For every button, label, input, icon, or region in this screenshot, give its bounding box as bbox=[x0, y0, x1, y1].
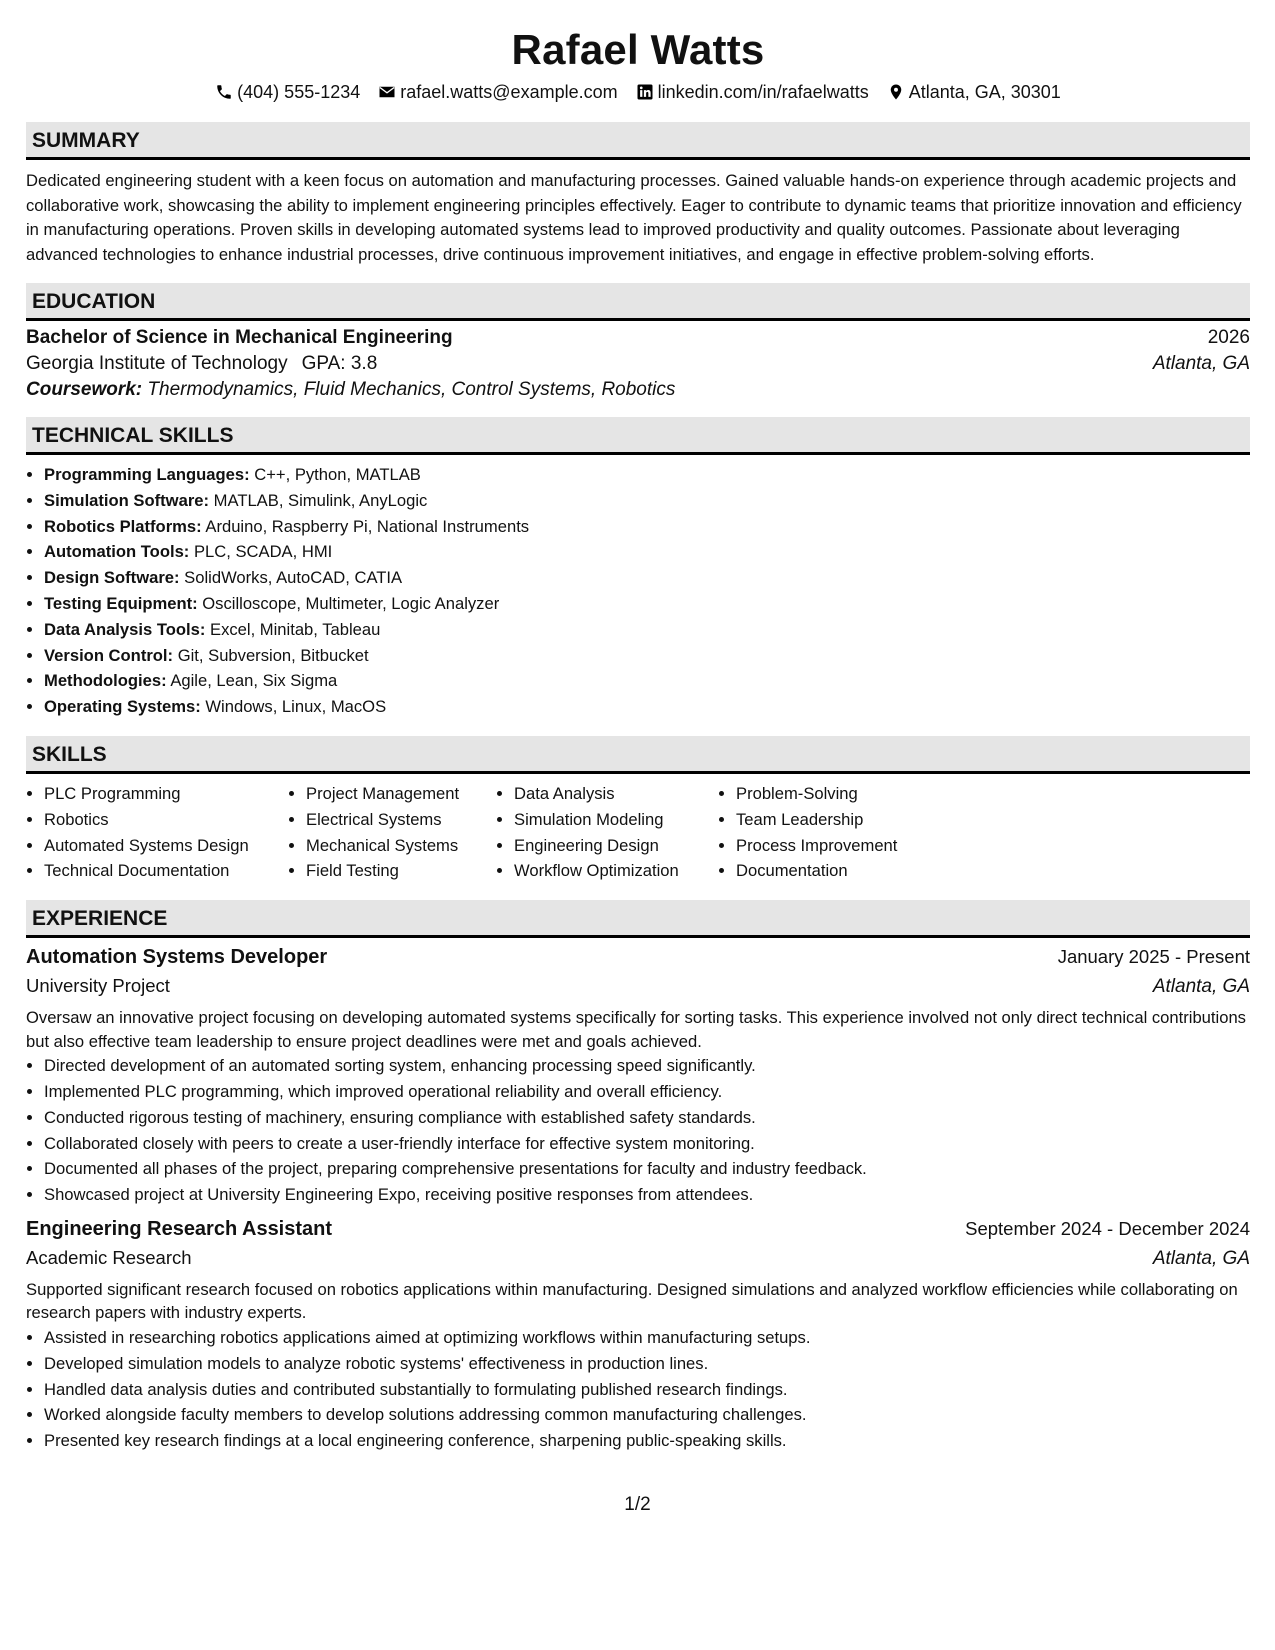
list-item bbox=[44, 514, 1250, 540]
list-item: • Technical Documentation bbox=[44, 858, 288, 884]
coursework-list: Thermodynamics, Fluid Mechanics, Control Systems, Robotics bbox=[147, 379, 676, 400]
skill-values: Arduino, Raspberry Pi, National Instruments bbox=[205, 516, 530, 536]
list-item: • Process Improvement bbox=[736, 833, 976, 859]
list-item bbox=[44, 643, 1250, 669]
job-title-row bbox=[26, 946, 1250, 969]
phone-text: (404) 555-1234 bbox=[237, 82, 361, 102]
job-bullets bbox=[26, 1325, 1250, 1454]
education-date: 2026 bbox=[1207, 327, 1250, 348]
degree: Bachelor of Science in Mechanical Engineering bbox=[26, 327, 453, 348]
email-text[interactable]: rafael.watts@example.com bbox=[400, 82, 618, 102]
skill-category: Version Control: bbox=[44, 645, 174, 665]
list-item: • Robotics bbox=[44, 807, 288, 833]
list-item bbox=[44, 488, 1250, 514]
school-line bbox=[26, 353, 377, 375]
list-item: • Team Leadership bbox=[736, 807, 976, 833]
skill-values: MATLAB, Simulink, AnyLogic bbox=[213, 490, 428, 510]
contact-phone bbox=[215, 80, 360, 104]
list-item bbox=[44, 617, 1250, 643]
list-item bbox=[44, 591, 1250, 617]
job-entry bbox=[26, 1218, 1250, 1454]
list-item: • PLC Programming bbox=[44, 781, 288, 807]
skill-values: SolidWorks, AutoCAD, CATIA bbox=[184, 568, 403, 588]
summary-header: SUMMARY bbox=[26, 122, 1250, 160]
skill-category: Methodologies: bbox=[44, 671, 167, 691]
job-date: January 2025 - Present bbox=[1057, 946, 1250, 968]
contact-email[interactable] bbox=[378, 80, 617, 104]
resume-page bbox=[26, 0, 1250, 1454]
list-item bbox=[44, 565, 1250, 591]
skill-values: Git, Subversion, Bitbucket bbox=[177, 645, 369, 665]
school-name: Georgia Institute of Technology bbox=[26, 353, 288, 374]
job-organization: University Project bbox=[26, 975, 170, 997]
skills-column-4 bbox=[718, 781, 976, 884]
skill-values: Agile, Lean, Six Sigma bbox=[170, 671, 338, 691]
job-location: Atlanta, GA bbox=[1152, 976, 1250, 998]
list-item bbox=[44, 539, 1250, 565]
list-item: • Handled data analysis duties and contributed substantially to formulating published research findings. bbox=[44, 1377, 1250, 1403]
linkedin-icon bbox=[636, 83, 654, 101]
skill-category: Testing Equipment: bbox=[44, 593, 198, 613]
skill-values: C++, Python, MATLAB bbox=[254, 465, 421, 484]
skills-grid bbox=[26, 781, 1250, 884]
job-date: September 2024 - December 2024 bbox=[965, 1217, 1250, 1239]
skill-values: Excel, Minitab, Tableau bbox=[210, 619, 381, 639]
skill-category: Operating Systems: bbox=[44, 697, 201, 717]
job-entry bbox=[26, 946, 1250, 1208]
skill-category: Data Analysis Tools: bbox=[44, 619, 206, 639]
list-item: • Conducted rigorous testing of machinery, ensuring compliance with established safety standards. bbox=[44, 1105, 1250, 1131]
job-description: Oversaw an innovative project focusing on developing automated systems specifically for sorting tasks. This experience involved not only direct technical contributions but also effective team leadership to ensure project deadlines were met and goals achieved. bbox=[26, 1008, 1246, 1051]
location-text: Atlanta, GA, 30301 bbox=[908, 82, 1061, 102]
list-item bbox=[44, 462, 1250, 488]
contact-bar bbox=[26, 80, 1250, 104]
linkedin-text[interactable]: linkedin.com/in/rafaelwatts bbox=[657, 82, 869, 102]
envelope-icon bbox=[378, 83, 396, 101]
contact-location bbox=[887, 80, 1061, 104]
page-number: 1/2 bbox=[624, 1494, 651, 1515]
candidate-name: Rafael Watts bbox=[511, 26, 765, 73]
coursework-label: Coursework: bbox=[26, 379, 143, 400]
skill-values: Windows, Linux, MacOS bbox=[205, 697, 387, 717]
list-item: • Project Management bbox=[306, 781, 496, 807]
list-item: • Automated Systems Design bbox=[44, 833, 288, 859]
list-item: • Electrical Systems bbox=[306, 807, 496, 833]
skill-category: Simulation Software: bbox=[44, 490, 210, 510]
job-org-row bbox=[26, 975, 1250, 998]
job-org-row bbox=[26, 1247, 1250, 1270]
phone-icon bbox=[215, 83, 233, 101]
education-location: Atlanta, GA bbox=[1152, 353, 1250, 374]
education-entry bbox=[26, 327, 1250, 401]
education-row-2 bbox=[26, 353, 1250, 375]
coursework-line bbox=[26, 379, 1250, 401]
contact-linkedin[interactable] bbox=[636, 80, 869, 104]
job-location: Atlanta, GA bbox=[1152, 1247, 1250, 1269]
list-item: • Mechanical Systems bbox=[306, 833, 496, 859]
job-title-row bbox=[26, 1218, 1250, 1241]
list-item: • Workflow Optimization bbox=[514, 858, 718, 884]
skills-column-1 bbox=[26, 781, 288, 884]
gpa: GPA: 3.8 bbox=[301, 353, 378, 374]
job-title: Engineering Research Assistant bbox=[26, 1217, 333, 1240]
experience-header: EXPERIENCE bbox=[26, 900, 1250, 938]
skill-category: Programming Languages: bbox=[44, 465, 250, 484]
list-item: • Assisted in researching robotics applications aimed at optimizing workflows within manufacturing setups. bbox=[44, 1325, 1250, 1351]
list-item: • Data Analysis bbox=[514, 781, 718, 807]
skills-header: SKILLS bbox=[26, 736, 1250, 774]
skill-category: Automation Tools: bbox=[44, 542, 190, 562]
list-item: • Developed simulation models to analyze robotic systems' effectiveness in production lines. bbox=[44, 1351, 1250, 1377]
education-header: EDUCATION bbox=[26, 283, 1250, 321]
list-item: • Collaborated closely with peers to create a user-friendly interface for effective system monitoring. bbox=[44, 1131, 1250, 1157]
map-pin-icon bbox=[887, 83, 905, 101]
education-row-1 bbox=[26, 327, 1250, 349]
job-description: Supported significant research focused on robotics applications within manufacturing. Designed simulations and analyzed workflow efficiencies while collaborating on research papers with industry experts. bbox=[26, 1279, 1238, 1323]
skill-values: PLC, SCADA, HMI bbox=[193, 542, 333, 562]
list-item: • Documentation bbox=[736, 858, 976, 884]
job-bullets bbox=[26, 1053, 1250, 1208]
list-item: • Directed development of an automated sorting system, enhancing processing speed significantly. bbox=[44, 1053, 1250, 1079]
skill-category: Robotics Platforms: bbox=[44, 516, 202, 536]
job-organization: Academic Research bbox=[26, 1246, 192, 1268]
list-item bbox=[44, 668, 1250, 694]
summary-text: Dedicated engineering student with a keen focus on automation and manufacturing processes. Gained valuable hands-on experience through academic projects and collaborative work, showcasing the ability to implement engineering principles effectively. Eager to contribute to dynamic teams that prioritize innovation and efficiency in manufacturing operations. Proven skills in developing automated systems lead to improved productivity and quality outcomes. Passionate about leveraging advanced technologies to enhance industrial processes, drive continuous improvement initiatives, and engage in effective problem-solving efforts. bbox=[26, 171, 1242, 264]
skill-values: Oscilloscope, Multimeter, Logic Analyzer bbox=[202, 593, 500, 613]
technical-skills-list bbox=[26, 462, 1250, 720]
skills-column-2 bbox=[288, 781, 496, 884]
skills-column-3 bbox=[496, 781, 718, 884]
list-item: • Engineering Design bbox=[514, 833, 718, 859]
technical-skills-header: TECHNICAL SKILLS bbox=[26, 417, 1250, 455]
list-item: • Field Testing bbox=[306, 858, 496, 884]
list-item: • Simulation Modeling bbox=[514, 807, 718, 833]
list-item: • Problem-Solving bbox=[736, 781, 976, 807]
list-item: • Presented key research findings at a local engineering conference, sharpening public-speaking skills. bbox=[44, 1428, 1250, 1454]
list-item: • Implemented PLC programming, which improved operational reliability and overall efficiency. bbox=[44, 1079, 1250, 1105]
job-title: Automation Systems Developer bbox=[26, 946, 328, 969]
list-item bbox=[44, 694, 1250, 720]
skill-category: Design Software: bbox=[44, 568, 180, 588]
list-item: • Showcased project at University Engineering Expo, receiving positive responses from attendees. bbox=[44, 1182, 1250, 1208]
list-item: • Worked alongside faculty members to develop solutions addressing common manufacturing challenges. bbox=[44, 1402, 1250, 1428]
list-item: • Documented all phases of the project, preparing comprehensive presentations for faculty and industry feedback. bbox=[44, 1156, 1250, 1182]
